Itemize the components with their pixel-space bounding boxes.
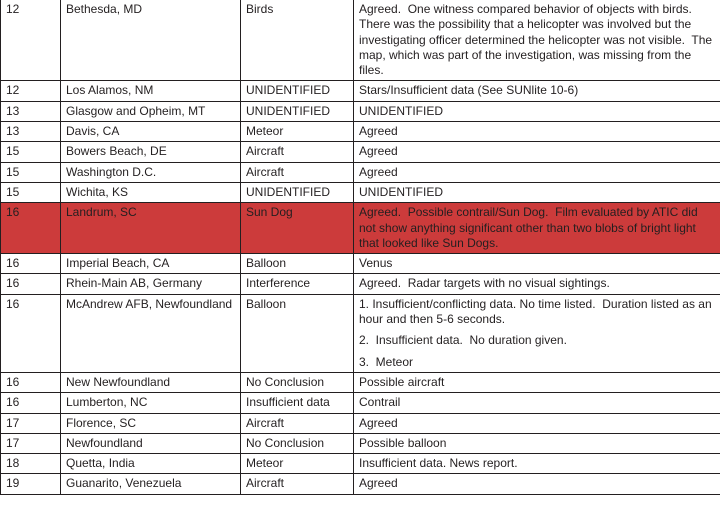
date-cell: 16	[1, 372, 61, 392]
comments-cell: Possible balloon	[354, 433, 720, 453]
location-cell: Glasgow and Opheim, MT	[61, 101, 241, 121]
table-row	[1, 474, 720, 494]
comments-cell: Contrail	[354, 393, 720, 413]
comment-item: 1. Insufficient/conflicting data. No time listed. Duration listed as an hour and then 5-6 seconds.	[359, 296, 715, 327]
date-cell: 15	[1, 142, 61, 162]
location-cell: New Newfoundland	[61, 372, 241, 392]
table-row	[1, 274, 720, 294]
comments-cell: Venus	[354, 254, 720, 274]
location-cell: Bethesda, MD	[61, 0, 241, 81]
table-row	[1, 294, 720, 372]
date-cell: 12	[1, 81, 61, 101]
evaluation-cell: UNIDENTIFIED	[241, 101, 354, 121]
date-cell: 16	[1, 203, 61, 254]
comment-item: 3. Meteor	[359, 354, 414, 369]
evaluation-cell: No Conclusion	[241, 433, 354, 453]
evaluation-cell: Aircraft	[241, 413, 354, 433]
location-cell: McAndrew AFB, Newfoundland	[61, 294, 241, 372]
comments-cell: UNIDENTIFIED	[354, 101, 720, 121]
date-cell: 15	[1, 162, 61, 182]
location-cell: Landrum, SC	[61, 203, 241, 254]
location-cell: Wichita, KS	[61, 182, 241, 202]
table-row	[1, 81, 720, 101]
location-cell: Guanarito, Venezuela	[61, 474, 241, 494]
table-row	[1, 101, 720, 121]
location-cell: Imperial Beach, CA	[61, 254, 241, 274]
evaluation-cell: No Conclusion	[241, 372, 354, 392]
comments-cell: UNIDENTIFIED	[354, 182, 720, 202]
comments-cell: Agreed	[354, 413, 720, 433]
table-row	[1, 122, 720, 142]
location-cell: Davis, CA	[61, 122, 241, 142]
evaluation-cell: UNIDENTIFIED	[241, 182, 354, 202]
table-row	[1, 454, 720, 474]
comments-cell: Stars/Insufficient data (See SUNlite 10-6)	[354, 81, 720, 101]
location-cell: Lumberton, NC	[61, 393, 241, 413]
evaluation-cell: UNIDENTIFIED	[241, 81, 354, 101]
date-cell: 12	[1, 0, 61, 81]
date-cell: 18	[1, 454, 61, 474]
comments-cell: Possible aircraft	[354, 372, 720, 392]
date-cell: 17	[1, 433, 61, 453]
table-row	[1, 142, 720, 162]
comments-cell: Agreed	[354, 122, 720, 142]
comments-cell: Agreed. One witness compared behavior of objects with birds. There was the possibility that a helicopter was involved but the investigating officer determined the helicopter was not visible. The map, which was part of the investigation, was missing from the files.	[354, 0, 720, 81]
evaluation-cell: Sun Dog	[241, 203, 354, 254]
location-cell: Newfoundland	[61, 433, 241, 453]
evaluation-cell: Balloon	[241, 294, 354, 372]
evaluation-cell: Aircraft	[241, 162, 354, 182]
comments-cell: Agreed	[354, 142, 720, 162]
highlighted-table-row	[1, 203, 720, 254]
date-cell: 17	[1, 413, 61, 433]
comments-cell: Insufficient data. News report.	[354, 454, 720, 474]
evaluation-cell: Balloon	[241, 254, 354, 274]
comments-cell: Agreed. Radar targets with no visual sightings.	[354, 274, 720, 294]
date-cell: 13	[1, 101, 61, 121]
comments-cell: Agreed. Possible contrail/Sun Dog. Film evaluated by ATIC did not show anything significant other than two blobs of bright light that looked like Sun Dogs.	[354, 203, 720, 254]
evaluation-cell: Birds	[241, 0, 354, 81]
evaluation-cell: Aircraft	[241, 474, 354, 494]
evaluation-cell: Aircraft	[241, 142, 354, 162]
table-row	[1, 413, 720, 433]
date-cell: 16	[1, 254, 61, 274]
date-cell: 16	[1, 274, 61, 294]
evaluation-cell: Meteor	[241, 122, 354, 142]
table-row	[1, 372, 720, 392]
comments-cell	[354, 294, 720, 372]
comments-cell: Agreed	[354, 162, 720, 182]
location-cell: Bowers Beach, DE	[61, 142, 241, 162]
location-cell: Los Alamos, NM	[61, 81, 241, 101]
table-row	[1, 162, 720, 182]
table-row	[1, 393, 720, 413]
comments-cell: Agreed	[354, 474, 720, 494]
date-cell: 16	[1, 294, 61, 372]
date-cell: 16	[1, 393, 61, 413]
date-cell: 13	[1, 122, 61, 142]
location-cell: Florence, SC	[61, 413, 241, 433]
table-row	[1, 433, 720, 453]
evaluation-cell: Interference	[241, 274, 354, 294]
location-cell: Washington D.C.	[61, 162, 241, 182]
table-row	[1, 254, 720, 274]
comment-item: 2. Insufficient data. No duration given.	[359, 333, 567, 348]
evaluation-cell: Meteor	[241, 454, 354, 474]
location-cell: Rhein-Main AB, Germany	[61, 274, 241, 294]
location-cell: Quetta, India	[61, 454, 241, 474]
evaluation-cell: Insufficient data	[241, 393, 354, 413]
table-row	[1, 0, 720, 81]
table-row	[1, 182, 720, 202]
date-cell: 15	[1, 182, 61, 202]
date-cell: 19	[1, 474, 61, 494]
